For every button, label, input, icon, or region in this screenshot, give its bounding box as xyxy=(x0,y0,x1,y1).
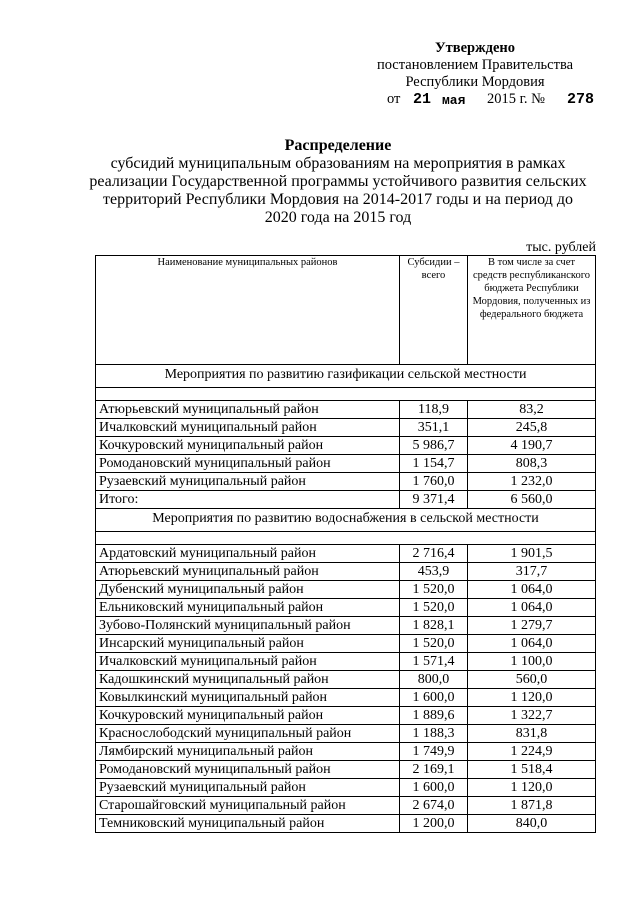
subsidy-total-cell: 1 828,1 xyxy=(400,617,468,635)
approval-month: мая xyxy=(442,93,466,108)
approval-day: 21 xyxy=(413,91,432,108)
table-row xyxy=(96,725,596,743)
district-name-cell: Ковылкинский муниципальный район xyxy=(96,689,400,707)
district-name-cell: Ромодановский муниципальный район xyxy=(96,761,400,779)
table-row xyxy=(96,491,596,509)
table-header-row xyxy=(96,256,596,365)
section-title: Мероприятия по развитию газификации сельской местности xyxy=(96,365,596,388)
subsidy-total-cell: 1 749,9 xyxy=(400,743,468,761)
subsidy-total-cell: 1 200,0 xyxy=(400,815,468,833)
district-name-cell: Атюрьевский муниципальный район xyxy=(96,401,400,419)
federal-share-cell: 245,8 xyxy=(468,419,596,437)
district-name-cell: Дубенский муниципальный район xyxy=(96,581,400,599)
district-name-cell: Зубово-Полянский муниципальный район xyxy=(96,617,400,635)
header-district-name: Наименование муниципальных районов xyxy=(96,256,400,365)
district-name-cell: Кадошкинский муниципальный район xyxy=(96,671,400,689)
federal-share-cell: 1 224,9 xyxy=(468,743,596,761)
federal-share-cell: 6 560,0 xyxy=(468,491,596,509)
district-name-cell: Старошайговский муниципальный район xyxy=(96,797,400,815)
spacer-row xyxy=(96,388,596,401)
federal-share-cell: 1 120,0 xyxy=(468,689,596,707)
subsidy-total-cell: 2 716,4 xyxy=(400,545,468,563)
federal-share-cell: 1 279,7 xyxy=(468,617,596,635)
federal-share-cell: 831,8 xyxy=(468,725,596,743)
document-title-block xyxy=(88,137,588,227)
federal-share-cell: 1 064,0 xyxy=(468,635,596,653)
district-name-cell: Ичалковский муниципальный район xyxy=(96,653,400,671)
federal-share-cell: 1 120,0 xyxy=(468,779,596,797)
federal-share-cell: 1 901,5 xyxy=(468,545,596,563)
section-title: Мероприятия по развитию водоснабжения в сельской местности xyxy=(96,509,596,532)
subsidy-total-cell: 453,9 xyxy=(400,563,468,581)
federal-share-cell: 808,3 xyxy=(468,455,596,473)
document-heading: Распределение xyxy=(284,137,392,154)
header-federal-share: В том числе за счет средств республиканского бюджета Республики Мордовия, полученных из федерального бюджета xyxy=(468,256,596,365)
district-name-cell: Кочкуровский муниципальный район xyxy=(96,437,400,455)
subsidy-total-cell: 9 371,4 xyxy=(400,491,468,509)
spacer-cell xyxy=(96,532,596,545)
table-row xyxy=(96,617,596,635)
district-name-cell: Рузаевский муниципальный район xyxy=(96,473,400,491)
table-row xyxy=(96,761,596,779)
federal-share-cell: 317,7 xyxy=(468,563,596,581)
subsidy-total-cell: 1 520,0 xyxy=(400,635,468,653)
district-name-cell: Рузаевский муниципальный район xyxy=(96,779,400,797)
table-row xyxy=(96,635,596,653)
table-row xyxy=(96,473,596,491)
spacer-cell xyxy=(96,388,596,401)
district-name-cell: Ельниковский муниципальный район xyxy=(96,599,400,617)
table-row xyxy=(96,545,596,563)
units-label: тыс. рублей xyxy=(526,240,596,255)
subsidy-total-cell: 1 188,3 xyxy=(400,725,468,743)
district-name-cell: Ичалковский муниципальный район xyxy=(96,419,400,437)
header-subsidy-total: Субсидии – всего xyxy=(400,256,468,365)
district-name-cell: Лямбирский муниципальный район xyxy=(96,743,400,761)
table-row xyxy=(96,401,596,419)
table-row xyxy=(96,815,596,833)
table-row xyxy=(96,653,596,671)
approval-line-2: Республики Мордовия xyxy=(405,74,545,90)
table-row xyxy=(96,581,596,599)
federal-share-cell: 1 064,0 xyxy=(468,581,596,599)
approval-date-line xyxy=(330,91,620,109)
subsidy-total-cell: 2 169,1 xyxy=(400,761,468,779)
subsidy-total-cell: 351,1 xyxy=(400,419,468,437)
federal-share-cell: 560,0 xyxy=(468,671,596,689)
federal-share-cell: 1 232,0 xyxy=(468,473,596,491)
distribution-table xyxy=(95,255,596,833)
district-name-cell: Ардатовский муниципальный район xyxy=(96,545,400,563)
subsidy-total-cell: 5 986,7 xyxy=(400,437,468,455)
federal-share-cell: 840,0 xyxy=(468,815,596,833)
table-row xyxy=(96,563,596,581)
subsidy-total-cell: 1 571,4 xyxy=(400,653,468,671)
table-row xyxy=(96,689,596,707)
subsidy-total-cell: 800,0 xyxy=(400,671,468,689)
table-row xyxy=(96,671,596,689)
district-name-cell: Краснослободский муниципальный район xyxy=(96,725,400,743)
section-row xyxy=(96,365,596,388)
table-row xyxy=(96,455,596,473)
table-row xyxy=(96,743,596,761)
federal-share-cell: 4 190,7 xyxy=(468,437,596,455)
table-row xyxy=(96,599,596,617)
district-name-cell: Итого: xyxy=(96,491,400,509)
federal-share-cell: 1 100,0 xyxy=(468,653,596,671)
federal-share-cell: 1 518,4 xyxy=(468,761,596,779)
federal-share-cell: 1 064,0 xyxy=(468,599,596,617)
table-row xyxy=(96,419,596,437)
subsidy-total-cell: 1 600,0 xyxy=(400,779,468,797)
table-body xyxy=(96,365,596,833)
spacer-row xyxy=(96,532,596,545)
subsidy-total-cell: 1 520,0 xyxy=(400,581,468,599)
section-row xyxy=(96,509,596,532)
table-row xyxy=(96,707,596,725)
document-subtitle: субсидий муниципальным образованиям на мероприятия в рамках реализации Государственной программы устойчивого развития сельских территорий Республики Мордовия на 2014-2017 годы и на период до 2020 года на 2015 год xyxy=(89,155,587,226)
approval-date-prefix: от xyxy=(387,91,401,107)
subsidy-total-cell: 118,9 xyxy=(400,401,468,419)
subsidy-total-cell: 1 154,7 xyxy=(400,455,468,473)
table-row xyxy=(96,779,596,797)
district-name-cell: Ромодановский муниципальный район xyxy=(96,455,400,473)
federal-share-cell: 1 322,7 xyxy=(468,707,596,725)
approval-year: 2015 г. № xyxy=(487,91,546,107)
federal-share-cell: 1 871,8 xyxy=(468,797,596,815)
subsidy-total-cell: 1 760,0 xyxy=(400,473,468,491)
approval-line-1: постановлением Правительства xyxy=(376,57,574,73)
subsidy-total-cell: 2 674,0 xyxy=(400,797,468,815)
subsidy-total-cell: 1 520,0 xyxy=(400,599,468,617)
district-name-cell: Атюрьевский муниципальный район xyxy=(96,563,400,581)
table-row xyxy=(96,437,596,455)
federal-share-cell: 83,2 xyxy=(468,401,596,419)
district-name-cell: Инсарский муниципальный район xyxy=(96,635,400,653)
subsidy-total-cell: 1 889,6 xyxy=(400,707,468,725)
table-row xyxy=(96,797,596,815)
district-name-cell: Кочкуровский муниципальный район xyxy=(96,707,400,725)
approval-stamp xyxy=(330,40,620,109)
approval-title: Утверждено xyxy=(435,40,515,56)
approval-number: 278 xyxy=(567,91,595,108)
subsidy-total-cell: 1 600,0 xyxy=(400,689,468,707)
district-name-cell: Темниковский муниципальный район xyxy=(96,815,400,833)
